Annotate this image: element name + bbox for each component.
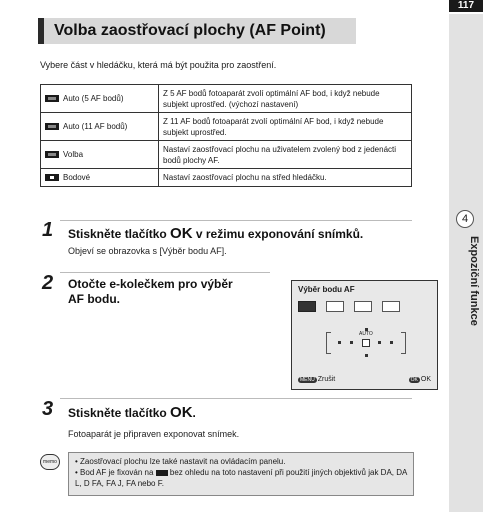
chapter-name: Expoziční funkce (468, 236, 480, 326)
ok-key: OK (410, 377, 418, 383)
step-1-number: 1 (42, 219, 54, 241)
mode-name: Bodové (63, 173, 91, 182)
step-2-number: 2 (42, 272, 54, 294)
mode-desc: Nastaví zaostřovací plochu na střed hledáčku. (159, 169, 412, 187)
table-row (41, 113, 412, 141)
divider (60, 220, 412, 221)
step-1-sub: Objeví se obrazovka s [Výběr bodu AF]. (68, 246, 227, 256)
step-3-sub: Fotoaparát je připraven exponovat snímek. (68, 429, 240, 439)
auto-5-icon (45, 95, 59, 102)
mode-name-cell (41, 85, 159, 113)
table-row (41, 141, 412, 169)
bracket-left-icon (326, 332, 331, 354)
spot-icon (382, 301, 400, 312)
title-box (38, 18, 356, 44)
auto-label: AUTO (359, 331, 373, 337)
af-mode-icons (298, 301, 433, 313)
screen-footer (298, 376, 431, 386)
mode-name: Auto (11 AF bodů) (63, 122, 128, 131)
chapter-number: 4 (456, 210, 474, 228)
mode-desc: Nastaví zaostřovací plochu na uživatelem zvolený bod z jedenácti bodů plochy AF. (159, 141, 412, 169)
mode-name-cell (41, 169, 159, 187)
menu-key: MENU (300, 377, 315, 383)
divider (60, 272, 270, 273)
page-number: 117 (449, 0, 483, 12)
cancel-label: Zrušit (317, 376, 336, 383)
dial-icon (410, 301, 428, 312)
memo-item: • Zaostřovací plochu lze také nastavit na ovládacím panelu. (75, 457, 286, 466)
select-icon (45, 151, 59, 158)
mode-desc: Z 5 AF bodů fotoaparát zvolí optimální AF bod, i když nebude subjekt uprostřed. (výchozí nastavení) (159, 85, 412, 113)
camera-screen (291, 280, 438, 390)
af-point-icon (390, 341, 393, 344)
table-row (41, 85, 412, 113)
mode-desc: Z 11 AF bodů fotoaparát zvolí optimální AF bod, i když nebude subjekt uprostřed. (159, 113, 412, 141)
mode-name: Auto (5 AF bodů) (63, 94, 124, 103)
step-1-text: Stiskněte tlačítko OK v režimu exponování snímků. (68, 225, 364, 242)
af-point-icon (338, 341, 341, 344)
auto-5-icon (298, 301, 316, 312)
af-point-field (326, 325, 406, 361)
mode-name: Volba (63, 150, 84, 159)
page-title: Volba zaostřovací plochy (AF Point) (54, 22, 326, 39)
auto-11-icon (45, 123, 59, 130)
mode-name-cell (41, 141, 159, 169)
mode-name-cell (41, 113, 159, 141)
select-icon (354, 301, 372, 312)
af-point-icon (365, 354, 368, 357)
af-point-icon (378, 341, 381, 344)
af-point-icon (350, 341, 353, 344)
af-mode-table (40, 84, 412, 187)
bracket-right-icon (401, 332, 406, 354)
memo-box (68, 452, 414, 496)
table-row (41, 169, 412, 187)
ok-label: OK (420, 376, 431, 383)
auto-11-icon (326, 301, 344, 312)
center-point-icon (362, 339, 370, 347)
spot-icon (45, 174, 59, 181)
memo-item: • Bod AF je fixován na bez ohledu na toto nastavení při použití jiných objektivů jak DA, DA L, D FA, FA J, FA nebo F. (75, 468, 407, 488)
step-3-number: 3 (42, 398, 54, 420)
step-2-line1: Otočte e-kolečkem pro výběr (68, 277, 233, 291)
spot-icon (156, 470, 168, 476)
screen-title: Výběr bodu AF (298, 285, 355, 294)
step-2-line2: AF bodu. (68, 292, 120, 306)
af-point-icon (365, 328, 368, 331)
divider (60, 398, 412, 399)
step-3-text: Stiskněte tlačítko OK. (68, 404, 196, 421)
memo-icon: memo (40, 454, 60, 470)
intro-text: Vybere část v hledáčku, která má být použita pro zaostření. (40, 60, 277, 70)
